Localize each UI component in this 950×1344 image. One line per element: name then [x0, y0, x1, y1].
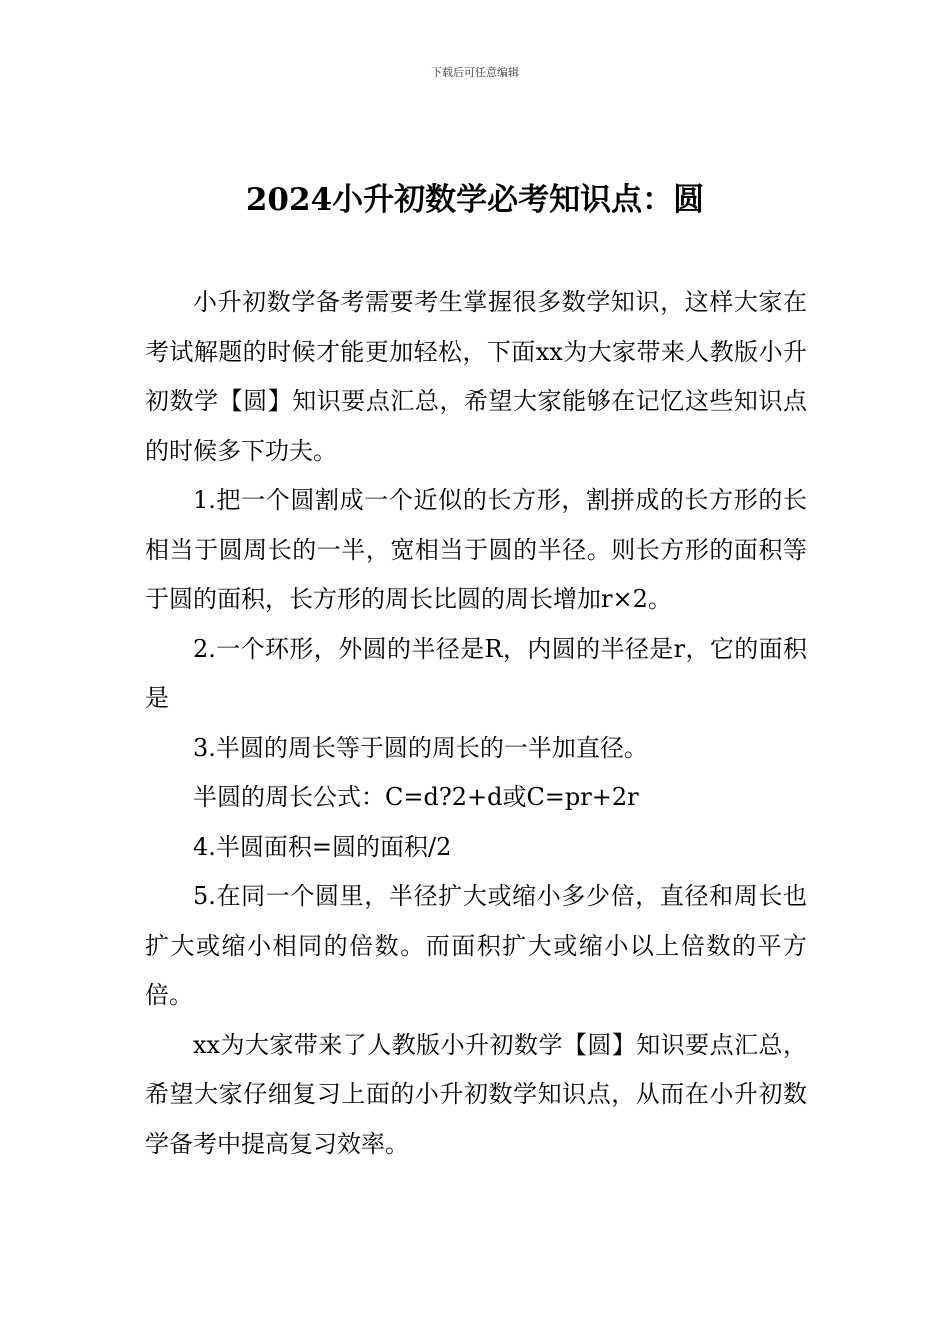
point-2-paragraph: 2.一个环形，外圆的半径是R，内圆的半径是r，它的面积是	[145, 634, 807, 712]
point-3-paragraph: 3.半圆的周长等于圆的周长的一半加直径。	[193, 733, 648, 762]
point-1-paragraph: 1.把一个圆割成一个近似的长方形，割拼成的长方形的长相当于圆周长的一半，宽相当于圆的半径。则长方形的面积等于圆的面积，长方形的周长比圆的周长增加r×2。	[145, 486, 807, 613]
closing-paragraph: xx为大家带来了人教版小升初数学【圆】知识要点汇总，希望大家仔细复习上面的小升初数学知识点，从而在小升初数学备考中提高复习效率。	[145, 1030, 807, 1158]
intro-paragraph: 小升初数学备考需要考生掌握很多数学知识，这样大家在考试解题的时候才能更加轻松，下面xx为大家带来人教版小升初数学【圆】知识要点汇总，希望大家能够在记忆这些知识点的时候多下功夫。	[145, 288, 807, 465]
document-body	[145, 278, 807, 1169]
point-5-paragraph: 5.在同一个圆里，半径扩大或缩小多少倍，直径和周长也扩大或缩小相同的倍数。而面积扩大或缩小以上倍数的平方倍。	[145, 882, 807, 1009]
semicircle-formula-paragraph: 半圆的周长公式：C=d?2+d或C=pr+2r	[193, 783, 639, 811]
header-note: 下载后可任意编辑	[431, 66, 519, 79]
point-4-paragraph: 4.半圆面积=圆的面积/2	[193, 832, 452, 861]
document-title: 2024小升初数学必考知识点：圆	[245, 182, 705, 218]
